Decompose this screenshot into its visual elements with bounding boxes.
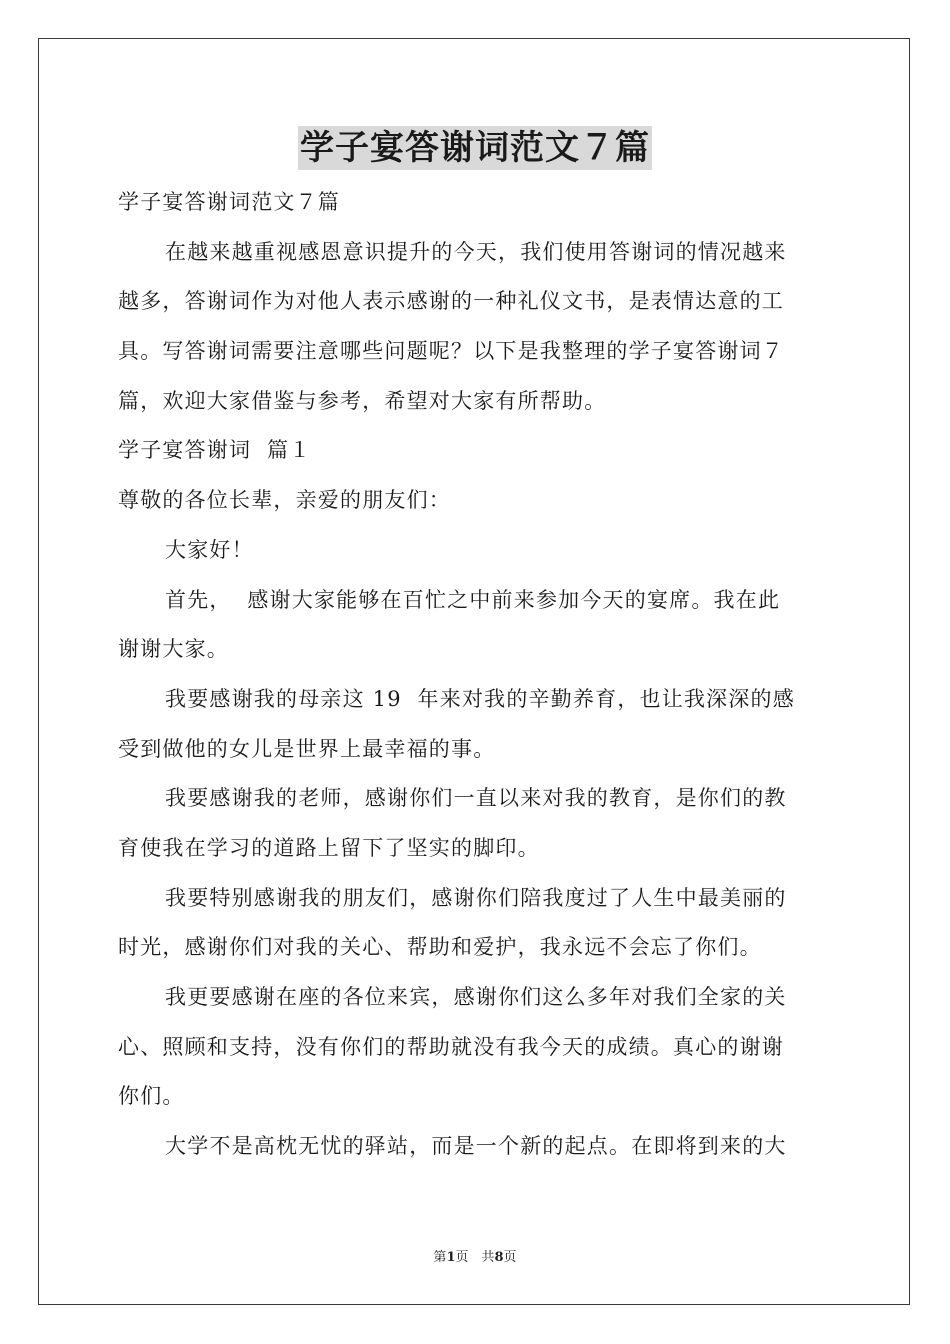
title-container <box>0 126 950 170</box>
document-title: 学子宴答谢词范文７篇 <box>300 128 650 168</box>
text-line: 学子宴答谢词 篇１ <box>118 438 312 463</box>
text-line: 首先， 感谢大家能够在百忙之中前来参加今天的宴席。我在此 <box>165 587 781 612</box>
footer-page-mid: 页 共 <box>455 1250 495 1265</box>
text-line: 具。写答谢词需要注意哪些问题呢？以下是我整理的学子宴答谢词７ <box>118 339 784 364</box>
text-line: 我要特别感谢我的朋友们，感谢你们陪我度过了人生中最美丽的 <box>165 885 787 910</box>
footer-page-suffix: 页 <box>503 1250 517 1265</box>
text-line: 越多，答谢词作为对他人表示感谢的一种礼仪文书，是表情达意的工 <box>118 289 784 314</box>
text-line: 心、照顾和支持，没有你们的帮助就没有我今天的成绩。真心的谢谢 <box>118 1034 784 1059</box>
footer-page-current: 1 <box>446 1250 456 1265</box>
text-line: 我更要感谢在座的各位来宾，感谢你们这么多年对我们全家的关 <box>165 985 787 1009</box>
footer-page-total: 8 <box>494 1250 504 1265</box>
text-line: 学子宴答谢词范文７篇 <box>118 190 340 214</box>
text-line: 谢谢大家。 <box>118 637 229 662</box>
text-line: 在越来越重视感恩意识提升的今天，我们使用答谢词的情况越来 <box>165 239 787 264</box>
footer-page-prefix: 第 <box>433 1250 447 1265</box>
text-line: 育使我在学习的道路上留下了坚实的脚印。 <box>118 835 540 860</box>
text-line: 受到做他的女儿是世界上最幸福的事。 <box>118 736 496 761</box>
document-body <box>118 178 834 1172</box>
text-line: 我要感谢我的老师，感谢你们一直以来对我的教育，是你们的教 <box>165 786 787 811</box>
text-line: 我要感谢我的母亲这 19 年来对我的辛勤养育，也让我深深的感 <box>165 686 795 711</box>
text-line: 大家好！ <box>165 537 254 562</box>
text-line: 你们。 <box>118 1084 185 1109</box>
text-line: 篇，欢迎大家借鉴与参考，希望对大家有所帮助。 <box>118 388 607 413</box>
page-footer <box>0 1246 950 1265</box>
text-line: 大学不是高枕无忧的驿站，而是一个新的起点。在即将到来的大 <box>165 1134 787 1159</box>
text-line: 时光，感谢你们对我的关心、帮助和爱护，我永远不会忘了你们。 <box>118 935 762 960</box>
text-line: 尊敬的各位长辈，亲爱的朋友们： <box>118 488 451 513</box>
